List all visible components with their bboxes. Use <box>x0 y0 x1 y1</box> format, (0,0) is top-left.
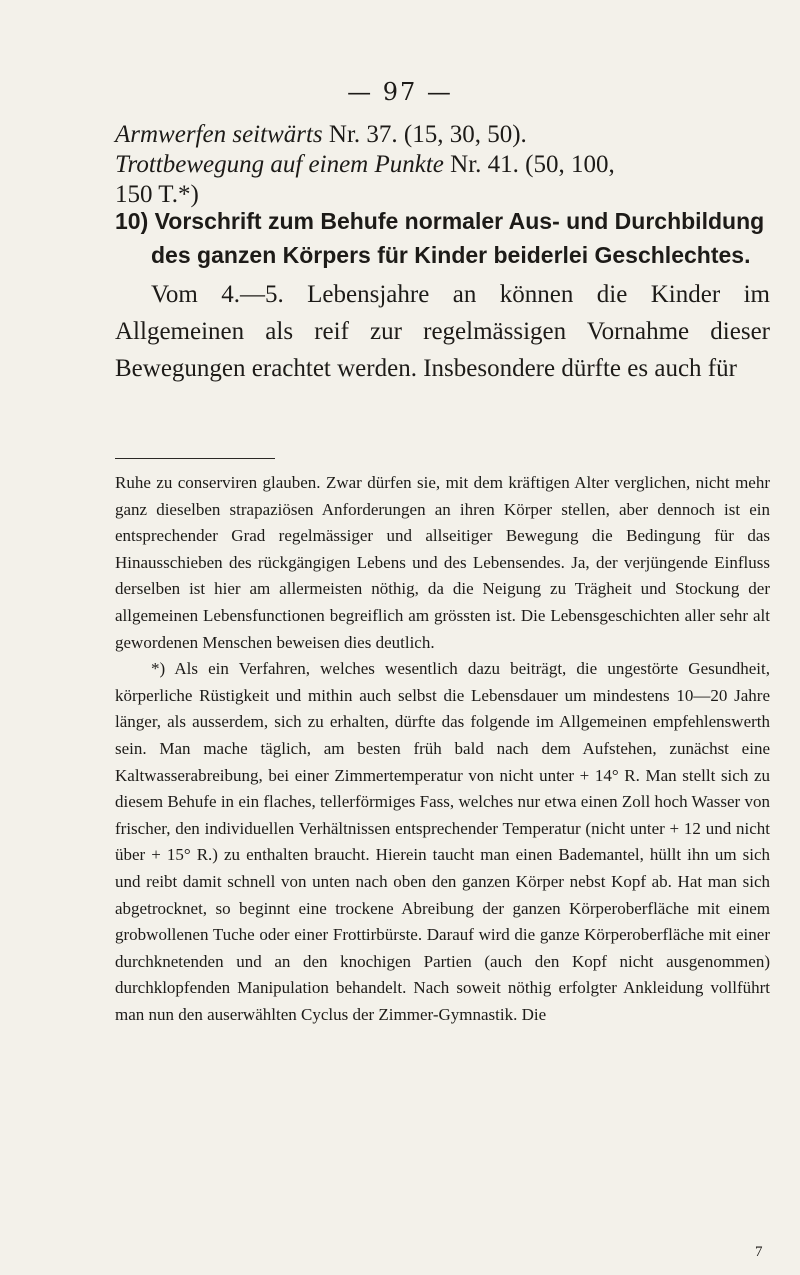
exercise-ref-continuation: 150 T.*) <box>115 181 199 208</box>
exercise-name: Trottbewegung auf einem Punkte <box>115 151 444 178</box>
page-number: — 97 — <box>347 78 453 106</box>
exercise-ref: Nr. 41. (50, 100, <box>450 151 615 178</box>
footnote-continuation: Ruhe zu conserviren glauben. Zwar dürfen sie, mit dem kräftigen Alter verglichen, nicht mehr ganz dieselben strapaziösen Anforderungen an ihren Körper stellen, aber dennoch ist ein entsprechender Grad regelmässiger und allseitiger Bewegung die Bedingung für das Hinausschieben des rückgängigen Lebens und des Lebensendes. Ja, der verjüngende Einfluss derselben ist hier am allermeisten nöthig, da die Neigung zu Trägheit und Stockung der allgemeinen Lebensfunctionen begreiflich am grössten ist. Die Lebensgeschichten aller sehr alt gewordenen Menschen beweisen dies deutlich. <box>115 473 770 652</box>
intro-paragraph: Vom 4.—5. Lebensjahre an können die Kinder im Allgemeinen als reif zur regelmässigen Vornahme dieser Bewegungen erachtet werden. Insbesondere dürfte es auch für <box>115 281 770 382</box>
section-title-line1: Vorschrift zum Behufe normaler Aus- und Durchbildung <box>154 208 765 234</box>
section-title-line2: des ganzen Körpers für Kinder beiderlei Geschlechtes. <box>151 242 751 268</box>
exercise-ref: Nr. 37. (15, 30, 50). <box>328 121 527 148</box>
signature-mark: 7 <box>755 1244 763 1260</box>
section-heading <box>115 204 765 272</box>
exercise-name: Armwerfen seitwärts <box>115 121 323 148</box>
exercise-list <box>115 120 765 210</box>
exercise-item <box>115 150 765 180</box>
footnotes <box>115 470 770 1028</box>
footnote-star: *) Als ein Verfahren, welches wesentlich dazu beiträgt, die ungestörte Gesundheit, körperliche Rüstigkeit und mithin auch selbst die Lebensdauer um mindestens 10—20 Jahre länger, als ausserdem, sich zu erhalten, dürfte das folgende im Allgemeinen empfehlenswerth sein. Man mache täglich, am besten früh bald nach dem Aufstehen, zunächst eine Kaltwasserabreibung, bei einer Zimmertemperatur von nicht unter + 14° R. Man stellt sich zu diesem Behufe in ein flaches, tellerförmiges Fass, welches nur etwa einen Zoll hoch Wasser von frischer, den individuellen Verhältnissen entsprechender Temperatur (nicht unter + 12 und nicht über + 15° R.) zu enthalten braucht. Hierein taucht man einen Bademantel, hüllt ihn um sich und reibt damit schnell von unten nach oben den ganzen Körper nebst Kopf ab. Hat man sich abgetrocknet, so beginnt eine trockene Abreibung der ganzen Körperoberfläche mit einem grobwollenen Tuche oder einer Frottirbürste. Darauf wird die ganze Körperoberfläche mit einer durchknetenden und an den knochigen Partien (auch den Kopf nicht ausgenommen) durchklopfenden Manipulation behandelt. Nach soweit nöthig erfolgter Ankleidung vollführt man nun den auserwählten Cyclus der Zimmer-Gymnastik. Die <box>115 659 770 1024</box>
section-number: 10) <box>115 208 149 234</box>
footnote-divider <box>115 458 275 459</box>
exercise-item <box>115 120 765 150</box>
